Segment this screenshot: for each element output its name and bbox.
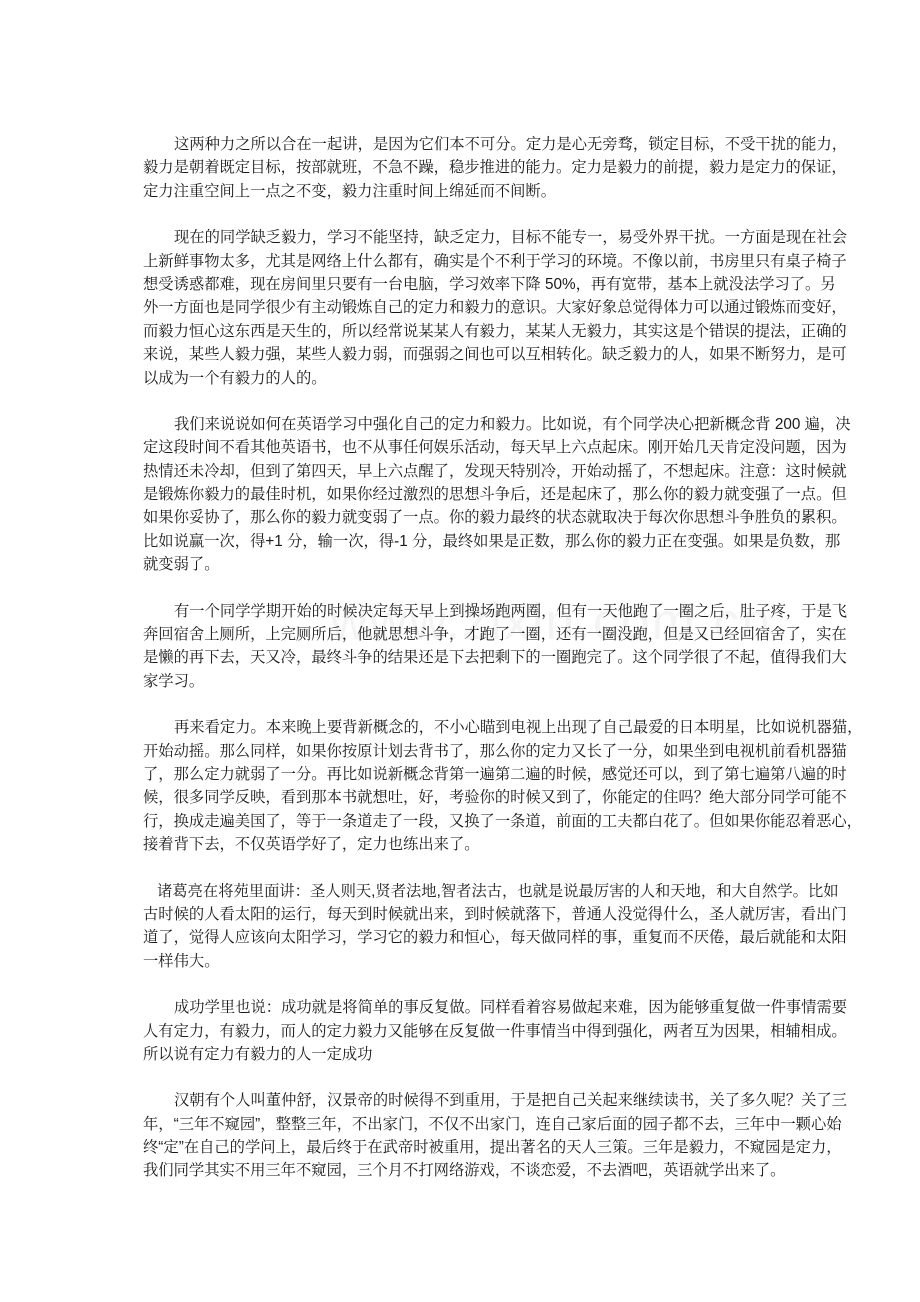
text-line: 人有定力，有毅力，而人的定力毅力又能够在反复做一件事情当中得到强化，两者互为因果，相辅相成。 <box>143 1022 847 1040</box>
text-line: 毅力是朝着既定目标，按部就班，不急不躁，稳步推进的能力。定力是毅力的前提，毅力是定力的保证， <box>143 159 847 177</box>
text-line: 接着背下去，不仅英语学好了，定力也练出来了。 <box>143 836 480 854</box>
paragraph <box>143 226 848 390</box>
text-line: 现在的同学缺乏毅力，学习不能坚持，缺乏定力，目标不能专一，易受外界干扰。一方面是现在社会 <box>174 229 848 247</box>
text-line: 终“定”在自己的学问上，最后终于在武帝时被重用，提出著名的天人三策。三年是毅力，不窥园是定力， <box>143 1139 842 1157</box>
text-line: 而毅力恒心这东西是天生的，所以经常说某某人有毅力，某某人无毅力，其实这是个错误的提法，正确的 <box>143 322 847 340</box>
text-line: 定力注重空间上一点之不变，毅力注重时间上绵延而不间断。 <box>143 182 557 200</box>
text-line: 了，那么定力就弱了一分。再比如说新概念背第一遍第二遍的时候，感觉还可以，到了第七遍第八遍的时 <box>143 765 847 783</box>
paragraph <box>143 716 863 856</box>
text-line: 上新鲜事物太多，尤其是网络上什么都有，确实是个不利于学习的环境。不像以前，书房里只有桌子椅子 <box>143 252 847 270</box>
text-line: 汉朝有个人叫董仲舒，汉景帝的时候得不到重用，于是把自己关起来继续读书，关了多久呢？关了三 <box>174 1092 848 1110</box>
text-line: 再来看定力。本来晚上要背新概念的，不小心瞄到电视上出现了自己最爱的日本明星，比如说机器猫， <box>174 719 863 737</box>
text-line: 年，“三年不窥园”，整整三年，不出家门，不仅不出家门，连自己家后面的园子都不去，三年中一颗心始 <box>143 1115 842 1133</box>
text-line: 奔回宿舍上厕所，上完厕所后，他就思想斗争，才跑了一圈，还有一圈没跑，但是又已经回宿舍了，实在 <box>143 626 847 644</box>
text-line: 比如说赢一次，得+1 分，输一次，得-1 分，最终如果是正数，那么你的毅力正在变强。如果是负数，那 <box>143 532 841 550</box>
text-line: 我们来说说如何在英语学习中强化自己的定力和毅力。比如说，有个同学决心把新概念背 200 遍，决 <box>174 415 851 433</box>
text-line: 来说，某些人毅力强，某些人毅力弱，而强弱之间也可以互相转化。缺乏毅力的人，如果不断努力，是可 <box>143 346 847 364</box>
text-line: 诸葛亮在将苑里面讲：圣人则天,贤者法地,智者法古，也就是说最厉害的人和天地，和大自然学。比如 <box>157 882 839 900</box>
paragraph <box>143 133 848 203</box>
text-line: 是锻炼你毅力的最佳时机，如果你经过激烈的思想斗争后，还是起床了，那么你的毅力就变强了一点。但 <box>143 486 847 504</box>
text-line: 古时候的人看太阳的运行，每天到时候就出来，到时候就落下，普通人没觉得什么，圣人就厉害，看出门 <box>143 905 847 923</box>
text-line: 热情还未冷却，但到了第四天，早上六点醒了，发现天特别冷，开始动摇了，不想起床。注意：这时候就 <box>143 462 847 480</box>
text-line: 所以说有定力有毅力的人一定成功 <box>143 1045 373 1063</box>
text-line: 以成为一个有毅力的人的。 <box>143 369 327 387</box>
text-line: 有一个同学学期开始的时候决定每天早上到操场跑两圈，但有一天他跑了一圈之后，肚子疼，于是飞 <box>174 602 848 620</box>
text-line: 定这段时间不看其他英语书，也不从事任何娱乐活动，每天早上六点起床。刚开始几天肯定没问题，因为 <box>143 439 847 457</box>
paragraph <box>143 600 848 694</box>
text-line: 如果你妥协了，那么你的毅力就变弱了一点。你的毅力最终的状态就取决于每次你思想斗争胜负的累积。 <box>143 509 847 527</box>
text-line: 候，很多同学反映，看到那本书就想吐，好，考验你的时候又到了，你能定的住吗？绝大部分同学可能不 <box>143 789 847 807</box>
text-line: 这两种力之所以合在一起讲，是因为它们本不可分。定力是心无旁骛，锁定目标，不受干扰的能力， <box>174 136 848 153</box>
text-line: 开始动摇。那么同样，如果你按原计划去背书了，那么你的定力又长了一分，如果坐到电视机前看机器猫 <box>143 742 847 760</box>
text-line: 是懒的再下去，天又冷，最终斗争的结果还是下去把剩下的一圈跑完了。这个同学很了不起，值得我们大 <box>143 649 847 667</box>
paragraph <box>143 413 851 577</box>
paragraph <box>143 1089 848 1183</box>
text-line: 一样伟大。 <box>143 952 220 970</box>
text-line: 我们同学其实不用三年不窥园，三个月不打网络游戏，不谈恋爱，不去酒吧，英语就学出来了。 <box>143 1162 786 1180</box>
text-line: 成功学里也说：成功就是将简单的事反复做。同样看着容易做起来难，因为能够重复做一件事情需要 <box>174 999 848 1017</box>
text-line: 外一方面也是同学很少有主动锻炼自己的定力和毅力的意识。大家好象总觉得体力可以通过锻炼而变好， <box>143 299 847 317</box>
text-line: 家学习。 <box>143 672 205 690</box>
paragraph <box>143 880 847 974</box>
paragraph <box>143 996 848 1066</box>
text-line: 行，换成走遍美国了，等于一条道走了一段，又换了一条道，前面的工夫都白花了。但如果你能忍着恶心， <box>143 812 862 830</box>
text-line: 就变弱了。 <box>143 556 220 574</box>
document-body <box>143 133 863 1206</box>
text-line: 想受诱惑都难，现在房间里只要有一台电脑，学习效率下降 50%，再有宽带，基本上就没法学习了。另 <box>143 275 836 293</box>
text-line: 道了，觉得人应该向太阳学习，学习它的毅力和恒心，每天做同样的事，重复而不厌倦，最后就能和太阳 <box>143 929 847 947</box>
